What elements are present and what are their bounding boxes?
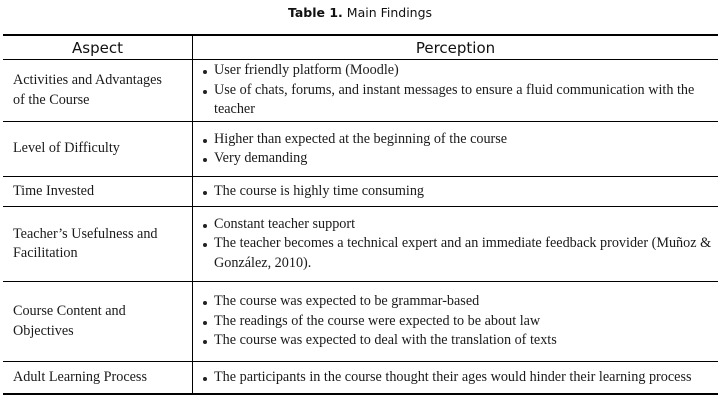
table-row [3,60,718,122]
aspect-cell: Teacher’s Usefulness and Facilitation [3,207,193,282]
aspect-cell: Activities and Advantages of the Course [3,60,193,122]
perception-cell [193,177,719,207]
header-aspect: Aspect [3,35,193,60]
perception-item: Very demanding [201,149,712,169]
perception-item: Higher than expected at the beginning of the course [201,130,712,150]
header-perception: Perception [193,35,719,60]
perception-item: The course was expected to be grammar-based [201,292,712,312]
table-row [3,207,718,282]
perception-item: The participants in the course thought their ages would hinder their learning process [201,368,712,388]
table-header-row [3,35,718,60]
aspect-cell: Level of Difficulty [3,122,193,177]
aspect-cell: Adult Learning Process [3,362,193,394]
perception-cell [193,362,719,394]
table-row [3,177,718,207]
table-caption-title: Main Findings [346,5,433,20]
perception-item: Use of chats, forums, and instant messages to ensure a fluid communication with the teacher [201,81,712,120]
table-caption-label: Table 1. [287,5,343,20]
perception-item: The course was expected to deal with the translation of texts [201,331,712,351]
aspect-cell: Time Invested [3,177,193,207]
perception-item: The readings of the course were expected to be about law [201,312,712,332]
perception-cell [193,60,719,122]
main-findings-table [3,34,718,395]
table-row [3,362,718,394]
perception-cell [193,207,719,282]
perception-cell [193,122,719,177]
perception-item: Constant teacher support [201,215,712,235]
table-row [3,122,718,177]
perception-item: The course is highly time consuming [201,182,712,202]
perception-item: The teacher becomes a technical expert and an immediate feedback provider (Muñoz & González, 2010). [201,234,712,273]
perception-cell [193,282,719,362]
aspect-cell: Course Content and Objectives [3,282,193,362]
perception-item: User friendly platform (Moodle) [201,61,712,81]
table-row [3,282,718,362]
table-caption [0,5,720,20]
